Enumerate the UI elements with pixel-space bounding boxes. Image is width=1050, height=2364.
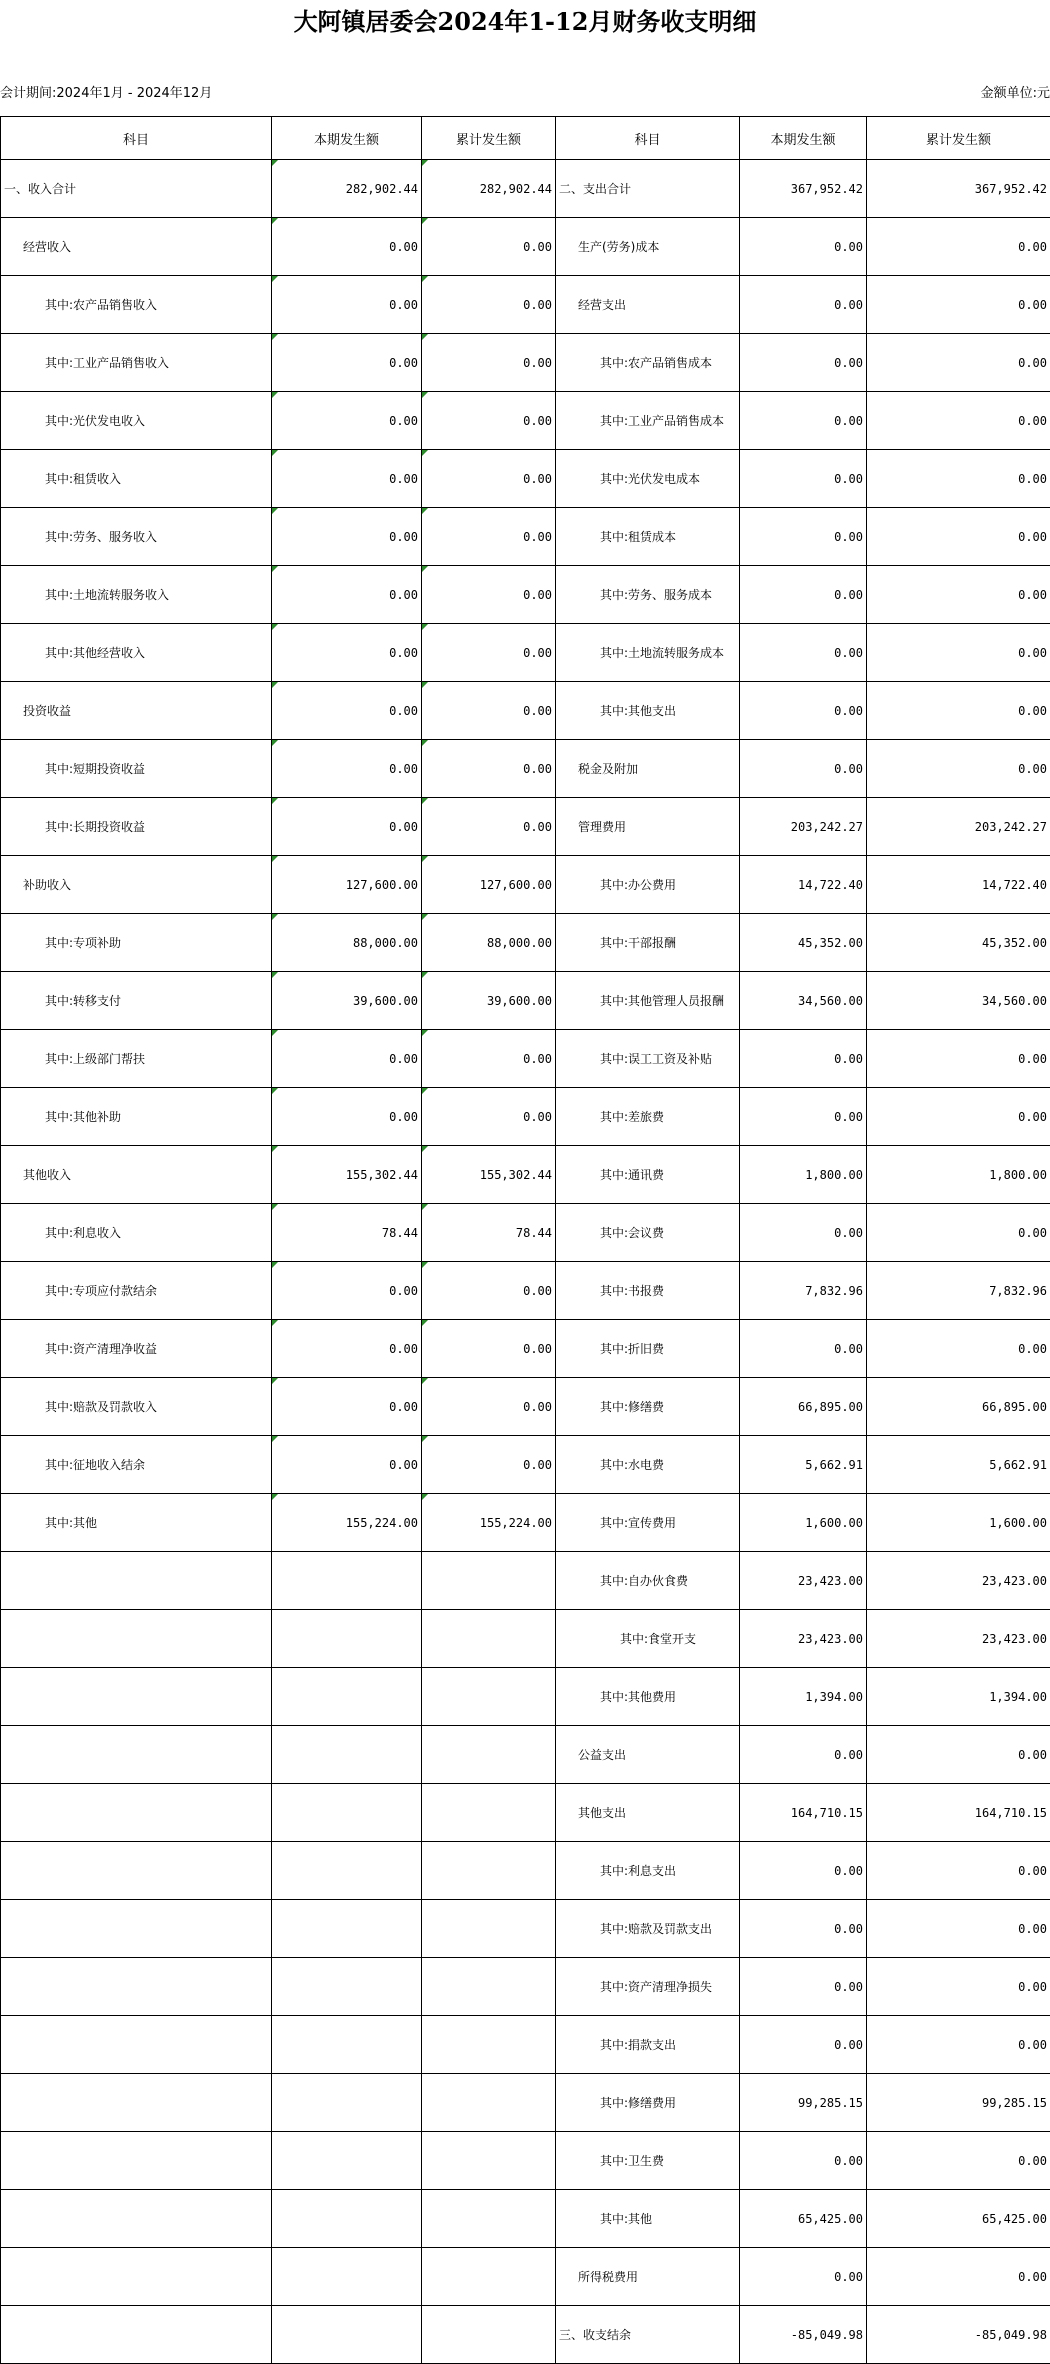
income-cumulative-cell: 0.00 [422,624,556,682]
income-current-cell: 127,600.00 [272,856,422,914]
expense-subject-cell: 二、支出合计 [556,160,740,218]
income-subject-cell: 其中:短期投资收益 [1,740,272,798]
income-subject-cell: 其中:资产清理净收益 [1,1320,272,1378]
expense-cumulative-cell: 45,352.00 [867,914,1050,972]
page-title: 大阿镇居委会2024年1-12月财务收支明细 [0,0,1050,44]
income-cumulative-cell [422,1784,556,1842]
table-row [1,1262,1050,1320]
income-subject-cell: 其中:工业产品销售收入 [1,334,272,392]
expense-cumulative-cell: 0.00 [867,682,1050,740]
expense-current-cell: 23,423.00 [740,1610,867,1668]
expense-subject-cell: 其中:食堂开支 [556,1610,740,1668]
income-current-cell: 0.00 [272,1436,422,1494]
income-current-cell: 0.00 [272,740,422,798]
expense-current-cell: 0.00 [740,2016,867,2074]
income-current-cell [272,1726,422,1784]
expense-cumulative-cell: 65,425.00 [867,2190,1050,2248]
expense-current-cell: 1,600.00 [740,1494,867,1552]
expense-subject-cell: 公益支出 [556,1726,740,1784]
income-subject-cell [1,1552,272,1610]
income-subject-cell: 其中:利息收入 [1,1204,272,1262]
income-cumulative-cell [422,1668,556,1726]
expense-current-cell: 66,895.00 [740,1378,867,1436]
expense-current-cell: 0.00 [740,1726,867,1784]
income-cumulative-cell: 0.00 [422,798,556,856]
table-row [1,392,1050,450]
expense-subject-cell: 其中:工业产品销售成本 [556,392,740,450]
income-cumulative-cell: 0.00 [422,1262,556,1320]
expense-cumulative-cell: 0.00 [867,1088,1050,1146]
income-cumulative-cell: 0.00 [422,1030,556,1088]
expense-subject-cell: 其中:修缮费用 [556,2074,740,2132]
expense-subject-cell: 其中:其他费用 [556,1668,740,1726]
income-current-cell [272,1552,422,1610]
income-subject-cell: 一、收入合计 [1,160,272,218]
income-current-cell [272,1842,422,1900]
income-cumulative-cell: 0.00 [422,450,556,508]
table-row [1,2132,1050,2190]
expense-subject-cell: 其中:租赁成本 [556,508,740,566]
income-subject-cell [1,1610,272,1668]
income-cumulative-cell: 0.00 [422,508,556,566]
income-cumulative-cell [422,1900,556,1958]
table-row [1,1900,1050,1958]
income-subject-cell [1,2132,272,2190]
expense-cumulative-cell: 0.00 [867,1958,1050,2016]
income-subject-cell: 其中:长期投资收益 [1,798,272,856]
expense-subject-cell: 其中:农产品销售成本 [556,334,740,392]
expense-current-cell: 45,352.00 [740,914,867,972]
income-subject-cell: 其中:其他经营收入 [1,624,272,682]
expense-cumulative-cell: 164,710.15 [867,1784,1050,1842]
income-subject-cell [1,1784,272,1842]
income-subject-cell: 其中:专项应付款结余 [1,1262,272,1320]
expense-current-cell: 65,425.00 [740,2190,867,2248]
expense-subject-cell: 三、收支结余 [556,2306,740,2364]
expense-subject-cell: 其中:捐款支出 [556,2016,740,2074]
income-cumulative-cell [422,2132,556,2190]
expense-current-cell: 23,423.00 [740,1552,867,1610]
income-cumulative-cell: 0.00 [422,566,556,624]
income-current-cell: 282,902.44 [272,160,422,218]
income-cumulative-cell [422,2248,556,2306]
expense-current-cell: 0.00 [740,2132,867,2190]
expense-cumulative-cell: 0.00 [867,740,1050,798]
income-subject-cell: 经营收入 [1,218,272,276]
income-subject-cell: 其中:农产品销售收入 [1,276,272,334]
income-cumulative-cell: 78.44 [422,1204,556,1262]
expense-subject-cell: 其中:其他管理人员报酬 [556,972,740,1030]
expense-subject-cell: 管理费用 [556,798,740,856]
expense-current-cell: 34,560.00 [740,972,867,1030]
table-row [1,1494,1050,1552]
accounting-period: 会计期间:2024年1月 - 2024年12月 [0,84,212,104]
expense-subject-cell: 其中:资产清理净损失 [556,1958,740,2016]
expense-current-cell: 0.00 [740,1842,867,1900]
income-subject-cell: 其中:转移支付 [1,972,272,1030]
expense-current-cell: 0.00 [740,334,867,392]
expense-cumulative-cell: 0.00 [867,1900,1050,1958]
expense-subject-cell: 其中:干部报酬 [556,914,740,972]
expense-cumulative-cell: 1,800.00 [867,1146,1050,1204]
income-subject-cell: 其中:租赁收入 [1,450,272,508]
income-subject-cell: 其他收入 [1,1146,272,1204]
expense-current-cell: 1,800.00 [740,1146,867,1204]
income-current-cell [272,1900,422,1958]
income-subject-cell [1,1842,272,1900]
expense-subject-cell: 其中:赔款及罚款支出 [556,1900,740,1958]
expense-current-cell: 7,832.96 [740,1262,867,1320]
income-current-cell [272,2016,422,2074]
table-row [1,1436,1050,1494]
expense-cumulative-cell: 0.00 [867,1204,1050,1262]
table-row [1,914,1050,972]
expense-current-cell: 1,394.00 [740,1668,867,1726]
expense-cumulative-cell: 0.00 [867,1726,1050,1784]
expense-subject-cell: 所得税费用 [556,2248,740,2306]
expense-cumulative-cell: 7,832.96 [867,1262,1050,1320]
table-row [1,160,1050,218]
expense-current-cell: 0.00 [740,682,867,740]
income-current-cell: 0.00 [272,1262,422,1320]
income-cumulative-cell: 0.00 [422,682,556,740]
income-subject-cell: 其中:土地流转服务收入 [1,566,272,624]
expense-current-cell: 0.00 [740,218,867,276]
income-cumulative-cell [422,1842,556,1900]
income-current-cell [272,1668,422,1726]
header-income-subject: 科目 [1,117,272,160]
expense-cumulative-cell: 0.00 [867,392,1050,450]
income-current-cell: 0.00 [272,450,422,508]
expense-current-cell: 0.00 [740,1204,867,1262]
expense-cumulative-cell: 0.00 [867,2132,1050,2190]
header-expense-cumulative: 累计发生额 [867,117,1050,160]
income-subject-cell [1,2016,272,2074]
table-row [1,740,1050,798]
income-cumulative-cell: 0.00 [422,334,556,392]
expense-subject-cell: 其中:利息支出 [556,1842,740,1900]
expense-current-cell: 0.00 [740,1958,867,2016]
income-subject-cell [1,2190,272,2248]
table-row [1,856,1050,914]
expense-current-cell: 0.00 [740,392,867,450]
income-cumulative-cell [422,2306,556,2364]
expense-subject-cell: 生产(劳务)成本 [556,218,740,276]
income-current-cell [272,1958,422,2016]
expense-current-cell: 0.00 [740,450,867,508]
income-subject-cell: 其中:上级部门帮扶 [1,1030,272,1088]
expense-current-cell: 0.00 [740,740,867,798]
income-subject-cell: 投资收益 [1,682,272,740]
table-row [1,1842,1050,1900]
table-row [1,624,1050,682]
expense-current-cell: 164,710.15 [740,1784,867,1842]
table-row [1,2074,1050,2132]
income-cumulative-cell: 0.00 [422,392,556,450]
expense-subject-cell: 经营支出 [556,276,740,334]
expense-current-cell: 5,662.91 [740,1436,867,1494]
table-row [1,682,1050,740]
expense-subject-cell: 其中:光伏发电成本 [556,450,740,508]
income-subject-cell: 补助收入 [1,856,272,914]
income-cumulative-cell [422,2016,556,2074]
table-row [1,1726,1050,1784]
table-row [1,450,1050,508]
header-row [1,117,1050,160]
income-cumulative-cell: 0.00 [422,1088,556,1146]
income-current-cell: 0.00 [272,682,422,740]
income-cumulative-cell [422,2074,556,2132]
expense-cumulative-cell: 0.00 [867,566,1050,624]
expense-current-cell: 0.00 [740,1900,867,1958]
income-subject-cell [1,1726,272,1784]
table-row [1,1552,1050,1610]
table-row [1,1378,1050,1436]
income-current-cell: 0.00 [272,624,422,682]
expense-cumulative-cell: 0.00 [867,1320,1050,1378]
income-current-cell: 155,224.00 [272,1494,422,1552]
header-expense-subject: 科目 [556,117,740,160]
income-current-cell: 0.00 [272,1378,422,1436]
income-current-cell: 0.00 [272,1030,422,1088]
income-subject-cell: 其中:其他补助 [1,1088,272,1146]
expense-cumulative-cell: 0.00 [867,1030,1050,1088]
income-current-cell [272,2306,422,2364]
table-row [1,1204,1050,1262]
table-row [1,1784,1050,1842]
expense-current-cell: 367,952.42 [740,160,867,218]
expense-current-cell: 0.00 [740,276,867,334]
expense-current-cell: 99,285.15 [740,2074,867,2132]
expense-current-cell: 14,722.40 [740,856,867,914]
expense-cumulative-cell: 0.00 [867,624,1050,682]
header-income-current: 本期发生额 [272,117,422,160]
income-current-cell: 78.44 [272,1204,422,1262]
table-row [1,1668,1050,1726]
ledger-body [1,160,1050,2364]
table-row [1,508,1050,566]
income-current-cell: 0.00 [272,798,422,856]
expense-subject-cell: 其中:劳务、服务成本 [556,566,740,624]
expense-cumulative-cell: 0.00 [867,2016,1050,2074]
expense-cumulative-cell: 0.00 [867,508,1050,566]
income-subject-cell [1,1958,272,2016]
income-subject-cell [1,2248,272,2306]
income-current-cell [272,2132,422,2190]
expense-subject-cell: 其中:自办伙食费 [556,1552,740,1610]
table-row [1,2306,1050,2364]
income-subject-cell: 其中:其他 [1,1494,272,1552]
income-subject-cell: 其中:专项补助 [1,914,272,972]
income-cumulative-cell [422,1726,556,1784]
income-cumulative-cell: 0.00 [422,1320,556,1378]
income-cumulative-cell: 88,000.00 [422,914,556,972]
income-subject-cell: 其中:赔款及罚款收入 [1,1378,272,1436]
income-current-cell: 88,000.00 [272,914,422,972]
expense-subject-cell: 其中:卫生费 [556,2132,740,2190]
header-expense-current: 本期发生额 [740,117,867,160]
expense-subject-cell: 其中:其他支出 [556,682,740,740]
table-row [1,2016,1050,2074]
income-current-cell: 0.00 [272,392,422,450]
income-subject-cell: 其中:劳务、服务收入 [1,508,272,566]
income-subject-cell: 其中:征地收入结余 [1,1436,272,1494]
income-current-cell: 0.00 [272,276,422,334]
expense-cumulative-cell: 23,423.00 [867,1552,1050,1610]
expense-cumulative-cell: 5,662.91 [867,1436,1050,1494]
income-cumulative-cell [422,1958,556,2016]
income-cumulative-cell: 0.00 [422,740,556,798]
ledger-table [0,116,1050,2364]
income-current-cell: 0.00 [272,218,422,276]
expense-subject-cell: 其中:折旧费 [556,1320,740,1378]
table-row [1,334,1050,392]
header-income-cumulative: 累计发生额 [422,117,556,160]
expense-cumulative-cell: 0.00 [867,276,1050,334]
income-current-cell: 155,302.44 [272,1146,422,1204]
income-subject-cell [1,1900,272,1958]
income-cumulative-cell: 0.00 [422,1378,556,1436]
table-row [1,972,1050,1030]
income-cumulative-cell: 0.00 [422,276,556,334]
table-row [1,1030,1050,1088]
expense-cumulative-cell: 1,394.00 [867,1668,1050,1726]
expense-subject-cell: 其中:书报费 [556,1262,740,1320]
expense-cumulative-cell: 0.00 [867,218,1050,276]
expense-subject-cell: 其中:其他 [556,2190,740,2248]
expense-current-cell: 0.00 [740,1030,867,1088]
table-row [1,1088,1050,1146]
table-row [1,2190,1050,2248]
income-current-cell [272,2248,422,2306]
table-row [1,1610,1050,1668]
income-subject-cell: 其中:光伏发电收入 [1,392,272,450]
table-row [1,1146,1050,1204]
income-cumulative-cell: 282,902.44 [422,160,556,218]
income-current-cell: 0.00 [272,566,422,624]
expense-current-cell: 0.00 [740,1088,867,1146]
expense-cumulative-cell: 14,722.40 [867,856,1050,914]
table-row [1,1958,1050,2016]
table-row [1,798,1050,856]
expense-current-cell: 0.00 [740,2248,867,2306]
expense-cumulative-cell: 23,423.00 [867,1610,1050,1668]
income-current-cell [272,2074,422,2132]
income-cumulative-cell [422,2190,556,2248]
income-cumulative-cell [422,1610,556,1668]
expense-subject-cell: 税金及附加 [556,740,740,798]
expense-cumulative-cell: 203,242.27 [867,798,1050,856]
income-current-cell [272,1610,422,1668]
expense-cumulative-cell: 34,560.00 [867,972,1050,1030]
ledger-header [1,117,1050,160]
expense-subject-cell: 其中:修缮费 [556,1378,740,1436]
income-cumulative-cell: 127,600.00 [422,856,556,914]
expense-cumulative-cell: 367,952.42 [867,160,1050,218]
expense-subject-cell: 其中:差旅费 [556,1088,740,1146]
income-subject-cell [1,2074,272,2132]
income-current-cell: 0.00 [272,334,422,392]
expense-subject-cell: 其中:土地流转服务成本 [556,624,740,682]
table-row [1,276,1050,334]
expense-subject-cell: 其中:宣传费用 [556,1494,740,1552]
expense-cumulative-cell: 0.00 [867,334,1050,392]
expense-current-cell: 203,242.27 [740,798,867,856]
income-current-cell: 0.00 [272,508,422,566]
table-row [1,1320,1050,1378]
income-current-cell: 0.00 [272,1320,422,1378]
income-cumulative-cell: 0.00 [422,218,556,276]
expense-subject-cell: 其中:误工工资及补贴 [556,1030,740,1088]
currency-unit: 金额单位:元 [981,84,1050,104]
expense-cumulative-cell: 66,895.00 [867,1378,1050,1436]
income-subject-cell [1,2306,272,2364]
table-row [1,2248,1050,2306]
table-row [1,218,1050,276]
income-current-cell: 39,600.00 [272,972,422,1030]
expense-cumulative-cell: -85,049.98 [867,2306,1050,2364]
expense-cumulative-cell: 0.00 [867,2248,1050,2306]
expense-cumulative-cell: 99,285.15 [867,2074,1050,2132]
expense-subject-cell: 其中:办公费用 [556,856,740,914]
expense-subject-cell: 其他支出 [556,1784,740,1842]
income-cumulative-cell: 155,302.44 [422,1146,556,1204]
income-cumulative-cell [422,1552,556,1610]
expense-subject-cell: 其中:水电费 [556,1436,740,1494]
expense-subject-cell: 其中:通讯费 [556,1146,740,1204]
expense-cumulative-cell: 0.00 [867,450,1050,508]
expense-current-cell: 0.00 [740,508,867,566]
expense-cumulative-cell: 1,600.00 [867,1494,1050,1552]
expense-current-cell: 0.00 [740,624,867,682]
table-row [1,566,1050,624]
expense-cumulative-cell: 0.00 [867,1842,1050,1900]
income-current-cell: 0.00 [272,1088,422,1146]
expense-subject-cell: 其中:会议费 [556,1204,740,1262]
expense-current-cell: 0.00 [740,566,867,624]
income-cumulative-cell: 155,224.00 [422,1494,556,1552]
income-subject-cell [1,1668,272,1726]
expense-current-cell: -85,049.98 [740,2306,867,2364]
income-cumulative-cell: 0.00 [422,1436,556,1494]
income-current-cell [272,2190,422,2248]
income-cumulative-cell: 39,600.00 [422,972,556,1030]
income-current-cell [272,1784,422,1842]
expense-current-cell: 0.00 [740,1320,867,1378]
